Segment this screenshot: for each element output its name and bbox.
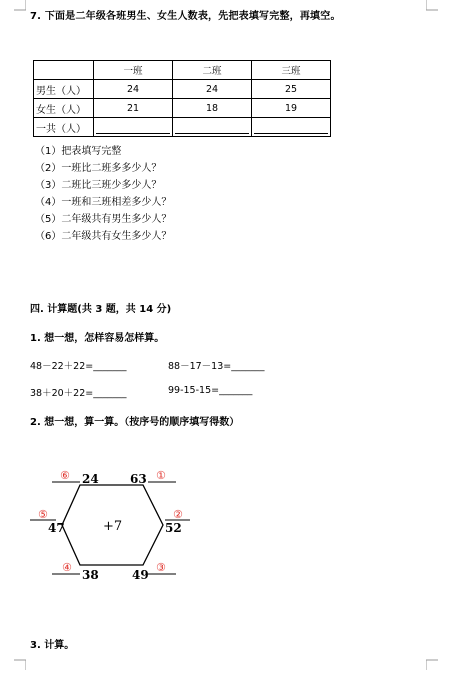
vertex-number-top-left: 24 xyxy=(82,472,99,486)
class-students-table xyxy=(33,60,331,137)
equation-4: 99-15-15=_______ xyxy=(168,385,253,396)
total-answer-blank[interactable] xyxy=(173,118,252,137)
table-row xyxy=(34,118,331,137)
vertex-number-top-right: 63 xyxy=(130,472,147,486)
table-header-cell xyxy=(34,61,94,80)
row-label-total: 一共（人） xyxy=(34,118,94,137)
corner-mark-bottom-right xyxy=(426,658,438,670)
answer-blank-line xyxy=(254,121,328,134)
sub-question-6: （6）二年级共有女生多少人？ xyxy=(35,231,172,242)
equation-3: 38＋20＋22=_______ xyxy=(30,388,127,399)
table-cell: 18 xyxy=(173,99,252,118)
order-mark-3: ③ xyxy=(156,561,166,574)
order-mark-5: ⑤ xyxy=(38,508,48,521)
order-mark-2: ② xyxy=(173,508,183,521)
equation-2: 88－17－13=_______ xyxy=(168,361,265,372)
table-header-cell: 一班 xyxy=(94,61,173,80)
sub-question-3: （3）二班比三班少多少人？ xyxy=(35,180,162,191)
hexagon-center-operation: +7 xyxy=(103,519,123,534)
vertex-number-bottom-left: 38 xyxy=(82,568,99,582)
row-label-boys: 男生（人） xyxy=(34,80,94,99)
order-mark-6: ⑥ xyxy=(60,469,70,482)
total-answer-blank[interactable] xyxy=(94,118,173,137)
hexagon-diagram xyxy=(0,460,240,590)
corner-mark-bottom-left xyxy=(14,658,26,670)
table-cell: 24 xyxy=(94,80,173,99)
question-7-title: 7. 下面是二年级各班男生、女生人数表，先把表填写完整，再填空。 xyxy=(30,11,341,22)
table-cell: 24 xyxy=(173,80,252,99)
corner-mark-top-left xyxy=(14,0,26,12)
answer-blank-line xyxy=(175,121,249,134)
vertex-number-left: 47 xyxy=(48,521,65,535)
calc-question-3-title: 3. 计算。 xyxy=(30,640,75,651)
order-mark-4: ④ xyxy=(62,561,72,574)
corner-mark-top-right xyxy=(426,0,438,12)
vertex-number-right: 52 xyxy=(165,521,182,535)
vertex-number-bottom-right: 49 xyxy=(132,568,149,582)
sub-question-5: （5）二年级共有男生多少人？ xyxy=(35,214,172,225)
order-mark-1: ① xyxy=(156,469,166,482)
section-4-title: 四. 计算题(共 3 题，共 14 分) xyxy=(30,304,172,315)
total-answer-blank[interactable] xyxy=(252,118,331,137)
answer-blank-line xyxy=(96,121,170,134)
calc-question-1-title: 1. 想一想，怎样容易怎样算。 xyxy=(30,333,165,344)
table-cell: 21 xyxy=(94,99,173,118)
table-row xyxy=(34,99,331,118)
table-header-row xyxy=(34,61,331,80)
table-header-cell: 二班 xyxy=(173,61,252,80)
row-label-girls: 女生（人） xyxy=(34,99,94,118)
sub-question-1: （1）把表填写完整 xyxy=(35,146,122,157)
table-cell: 19 xyxy=(252,99,331,118)
calc-question-2-title: 2. 想一想，算一算。（按序号的顺序填写得数） xyxy=(30,417,240,428)
table-cell: 25 xyxy=(252,80,331,99)
sub-question-2: （2）一班比二班多多少人？ xyxy=(35,163,162,174)
equation-1: 48－22＋22=_______ xyxy=(30,361,127,372)
sub-question-4: （4）一班和三班相差多少人？ xyxy=(35,197,172,208)
table-row xyxy=(34,80,331,99)
table-header-cell: 三班 xyxy=(252,61,331,80)
